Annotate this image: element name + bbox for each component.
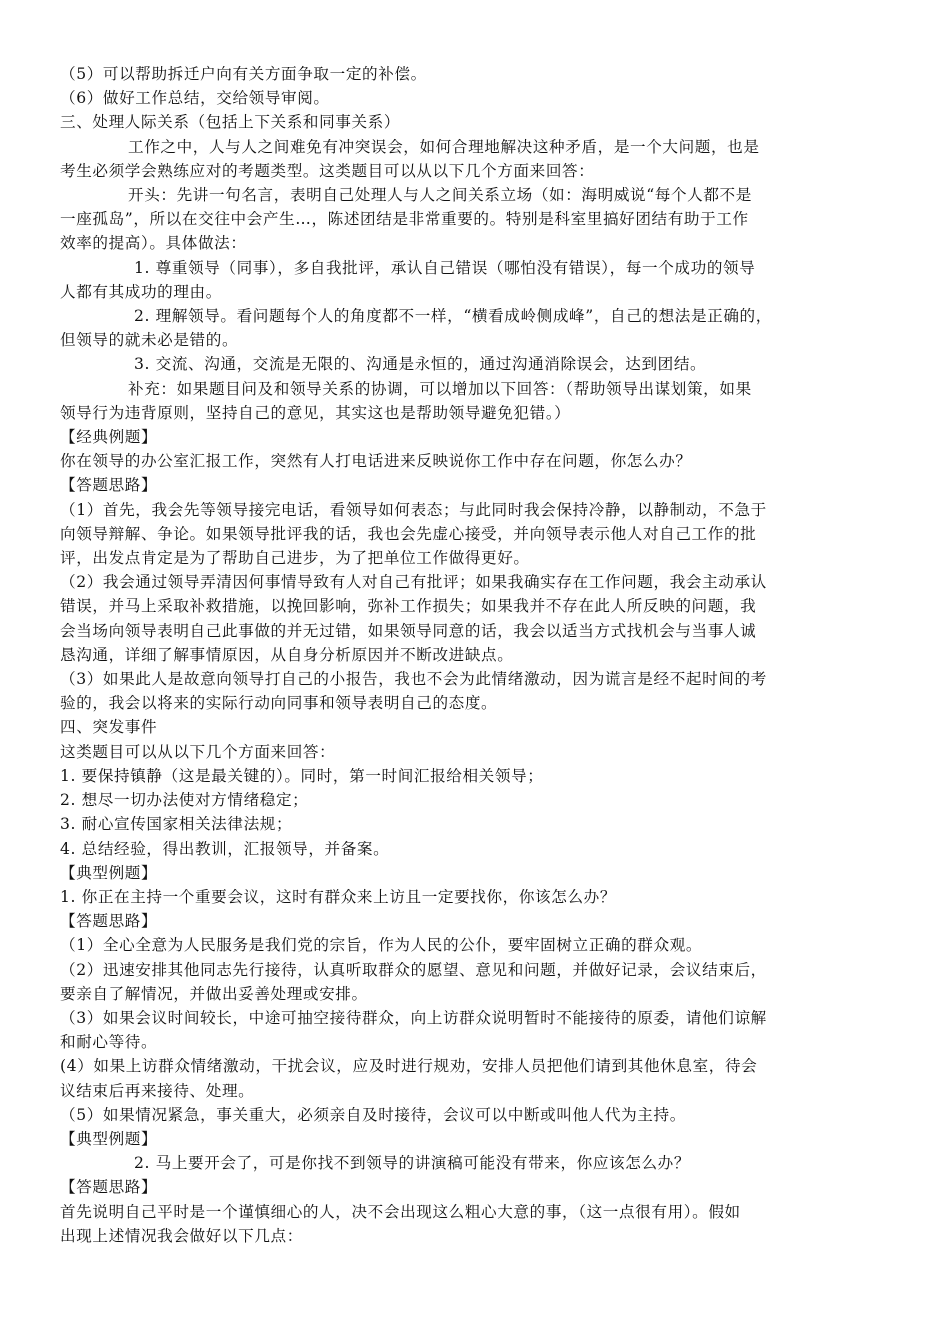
text-line: 【答题思路】 xyxy=(60,476,158,495)
text-line: 补充：如果题目问及和领导关系的协调，可以增加以下回答：（帮助领导出谋划策，如果 xyxy=(128,379,752,398)
text-line: （6）做好工作总结，交给领导审阅。 xyxy=(60,89,330,108)
text-line: 领导行为违背原则，坚持自己的意见，其实这也是帮助领导避免犯错。） xyxy=(60,403,571,422)
text-line: 1. 要保持镇静（这是最关键的）。同时，第一时间汇报给相关领导； xyxy=(60,766,544,785)
text-line: 错误，并马上采取补救措施，以挽回影响，弥补工作损失；如果我并不存在此人所反映的问题，我 xyxy=(60,597,757,616)
text-line: （3）如果此人是故意向领导打自己的小报告，我也不会为此情绪激动，因为谎言是经不起时间的考 xyxy=(60,670,767,689)
text-line: 会当场向领导表明自己此事做的并无过错，如果领导同意的话，我会以适当方式找机会与当事人诚 xyxy=(60,621,757,640)
text-line: 【答题思路】 xyxy=(60,912,158,931)
text-line: 人都有其成功的理由。 xyxy=(60,282,222,301)
text-line: （1）首先，我会先等领导接完电话，看领导如何表态；与此同时我会保持冷静，以静制动，不急于 xyxy=(60,500,767,519)
text-line: 出现上述情况我会做好以下几点： xyxy=(60,1226,303,1245)
text-line: 1. 尊重领导（同事），多自我批评，承认自己错误（哪怕没有错误），每一个成功的领导 xyxy=(134,258,756,277)
text-line: 议结束后再来接待、处理。 xyxy=(60,1081,255,1100)
text-line: 2. 马上要开会了，可是你找不到领导的讲演稿可能没有带来，你应该怎么办？ xyxy=(134,1154,691,1173)
text-line: 这类题目可以从以下几个方面来回答： xyxy=(60,742,336,761)
text-line: 【典型例题】 xyxy=(60,1129,158,1148)
text-line: （5）可以帮助拆迁户向有关方面争取一定的补偿。 xyxy=(60,65,427,83)
text-line: 首先说明自己平时是一个谨慎细心的人，决不会出现这么粗心大意的事，（这一点很有用）。假如 xyxy=(60,1202,741,1221)
text-line: （2）迅速安排其他同志先行接待，认真听取群众的愿望、意见和问题，并做好记录，会议结束后， xyxy=(60,960,767,979)
text-line: 开头：先讲一句名言，表明自己处理人与人之间关系立场（如：海明威说“每个人都不是 xyxy=(128,186,752,205)
text-line: 【经典例题】 xyxy=(60,428,158,447)
text-line: 要亲自了解情况，并做出妥善处理或安排。 xyxy=(60,984,368,1003)
text-line: (4）如果上访群众情绪激动，干扰会议，应及时进行规劝，安排人员把他们请到其他休息室，待会 xyxy=(60,1057,758,1076)
text-line: 【答题思路】 xyxy=(60,1178,158,1197)
text-line: （1）全心全意为人民服务是我们党的宗旨，作为人民的公仆，要牢固树立正确的群众观。 xyxy=(60,936,703,955)
text-line: （3）如果会议时间较长，中途可抽空接待群众，向上访群众说明暂时不能接待的原委，请他们谅解 xyxy=(60,1008,767,1027)
text-line: 向领导辩解、争论。如果领导批评我的话，我也会先虚心接受，并向领导表示他人对自己工作的批 xyxy=(60,524,757,543)
text-line: 评，出发点肯定是为了帮助自己进步，为了把单位工作做得更好。 xyxy=(60,549,530,568)
text-line: 效率的提高）。具体做法： xyxy=(60,234,247,253)
text-line: 2. 理解领导。看问题每个人的角度都不一样，“横看成岭侧成峰”，自己的想法是正确的， xyxy=(134,307,772,326)
text-line: 你在领导的办公室汇报工作，突然有人打电话进来反映说你工作中存在问题，你怎么办？ xyxy=(60,452,692,471)
text-line: 但领导的就未必是错的。 xyxy=(60,331,239,350)
text-line: 四、突发事件 xyxy=(60,718,158,737)
text-line: 验的，我会以将来的实际行动向同事和领导表明自己的态度。 xyxy=(60,694,498,713)
text-line: 恳沟通，详细了解事情原因，从自身分析原因并不断改进缺点。 xyxy=(60,645,514,664)
text-line: 三、处理人际关系（包括上下关系和同事关系） xyxy=(60,113,401,132)
text-line: 考生必须学会熟练应对的考题类型。这类题目可以从以下几个方面来回答： xyxy=(60,161,595,180)
text-line: 一座孤岛”，所以在交往中会产生…，陈述团结是非常重要的。特别是科室里搞好团结有助于工作 xyxy=(60,210,749,229)
text-line: （5）如果情况紧急，事关重大，必须亲自及时接待，会议可以中断或叫他人代为主持。 xyxy=(60,1105,686,1124)
text-line: 1. 你正在主持一个重要会议，这时有群众来上访且一定要找你，你该怎么办？ xyxy=(60,887,617,906)
text-line: （2）我会通过领导弄清因何事情导致有人对自己有批评；如果我确实存在工作问题，我会主动承认 xyxy=(60,573,767,592)
text-line: 3. 交流、沟通，交流是无限的、沟通是永恒的，通过沟通消除误会，达到团结。 xyxy=(134,355,707,374)
text-line: 【典型例题】 xyxy=(60,863,158,882)
text-line: 和耐心等待。 xyxy=(60,1033,158,1052)
text-line: 4. 总结经验，得出教训，汇报领导，并备案。 xyxy=(60,839,390,858)
text-line: 3. 耐心宣传国家相关法律法规； xyxy=(60,815,293,834)
text-line: 2. 想尽一切办法使对方情绪稳定； xyxy=(60,791,309,810)
text-line: 工作之中，人与人之间难免有冲突误会，如何合理地解决这种矛盾，是一个大问题，也是 xyxy=(128,137,760,156)
